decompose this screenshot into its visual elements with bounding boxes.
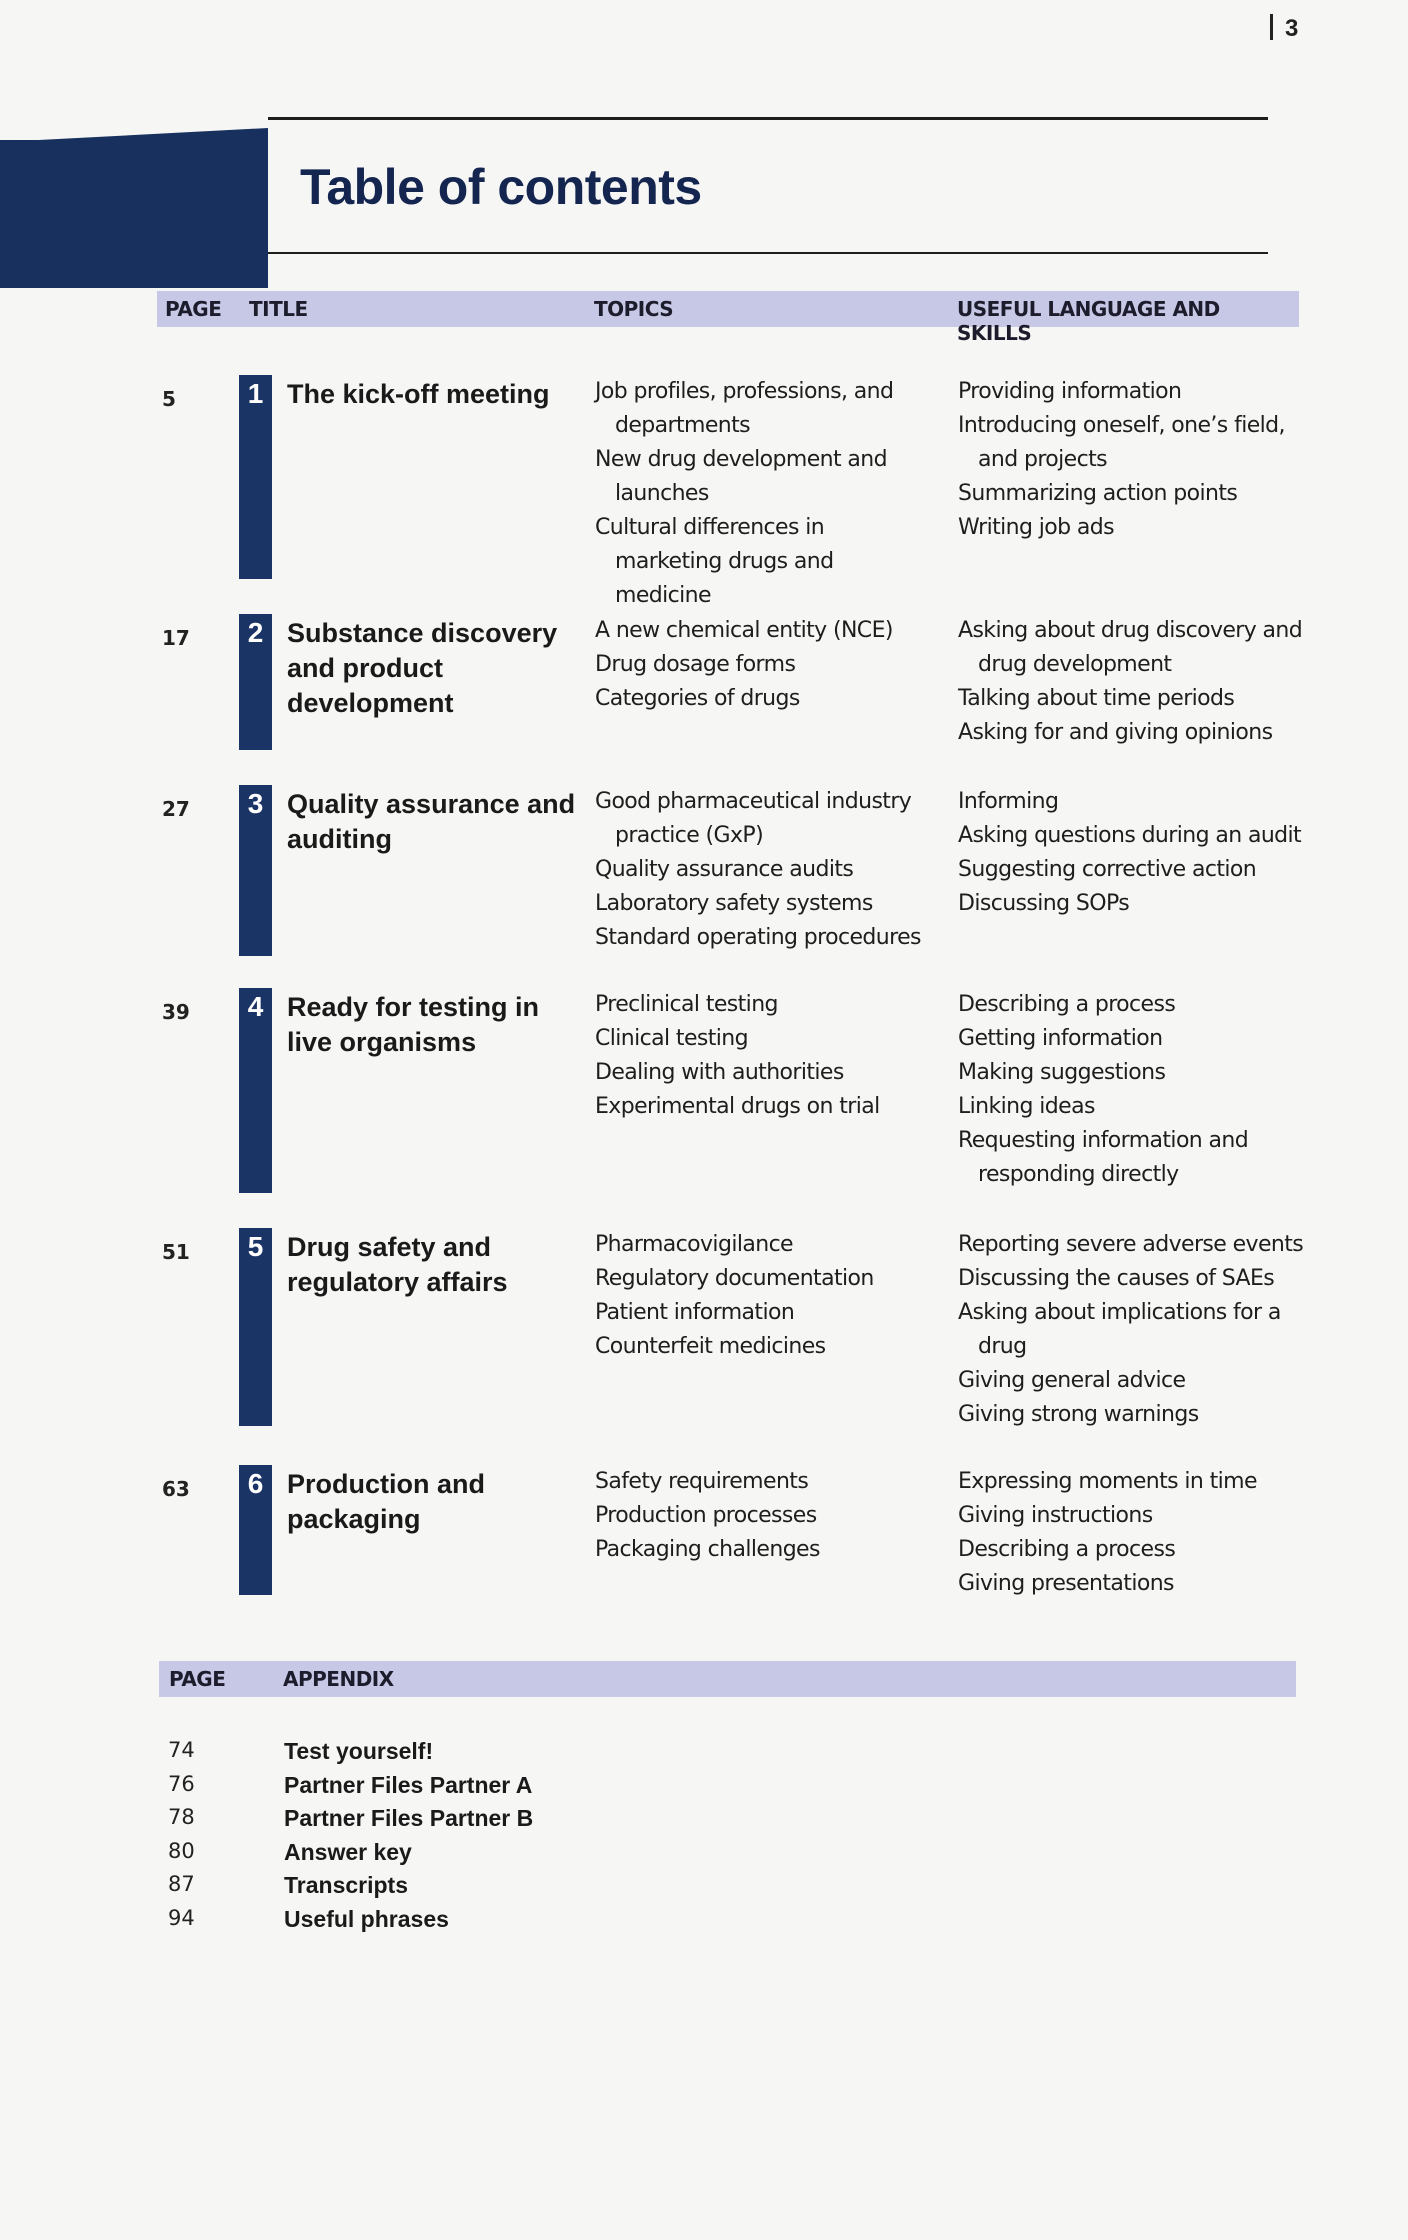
unit-topics xyxy=(595,375,935,613)
topic-item: Counterfeit medicines xyxy=(595,1334,826,1359)
title-banner-block xyxy=(0,140,268,288)
appendix-page: 78 xyxy=(168,1805,195,1829)
appendix-title[interactable]: Useful phrases xyxy=(284,1905,449,1932)
skill-item: Asking for and giving opinions xyxy=(958,720,1273,745)
unit-number-tab xyxy=(239,614,272,750)
unit-number: 1 xyxy=(247,378,264,409)
appendix-item[interactable] xyxy=(0,1872,1408,1906)
appendix-item[interactable] xyxy=(0,1839,1408,1873)
appendix-title[interactable]: Transcripts xyxy=(284,1872,408,1898)
appendix-page: 74 xyxy=(168,1738,195,1762)
topic-item: Clinical testing xyxy=(595,1026,748,1051)
appendix-title[interactable]: Partner Files Partner A xyxy=(284,1771,533,1798)
unit-number-tab xyxy=(239,375,272,579)
topic-item: Packaging challenges xyxy=(595,1537,820,1562)
unit-topics xyxy=(595,1465,935,1567)
appendix-page: 80 xyxy=(168,1838,195,1863)
appendix-header-title: APPENDIX xyxy=(283,1667,394,1691)
contents-header-bar xyxy=(157,291,1299,345)
header-skills: USEFUL LANGUAGE AND SKILLS xyxy=(957,297,1220,345)
unit-page: 51 xyxy=(162,1240,190,1264)
skill-item: Making suggestions xyxy=(958,1060,1166,1085)
skill-item: Suggesting corrective action xyxy=(958,857,1257,882)
appendix-item[interactable] xyxy=(0,1805,1408,1839)
topic-item: Cultural differences in marketing drugs and medicine xyxy=(595,515,834,608)
skill-item: Asking questions during an audit xyxy=(958,823,1302,848)
page-number: 3 xyxy=(1270,14,1298,43)
skill-item: Discussing the causes of SAEs xyxy=(958,1266,1275,1291)
topic-item: Preclinical testing xyxy=(595,992,778,1017)
topic-item: Experimental drugs on trial xyxy=(595,1094,880,1119)
appendix-item[interactable] xyxy=(0,1906,1408,1940)
unit-skills xyxy=(958,1228,1308,1432)
topic-item: Production processes xyxy=(595,1503,817,1528)
appendix-page: 94 xyxy=(168,1905,195,1930)
topic-item: Categories of drugs xyxy=(595,686,800,711)
skill-item: Describing a process xyxy=(958,992,1176,1017)
unit-number-tab xyxy=(239,1465,272,1595)
skill-item: Talking about time periods xyxy=(958,686,1235,711)
skill-item: Giving presentations xyxy=(958,1571,1174,1596)
unit-title[interactable]: Drug safety and regulatory affairs xyxy=(287,1232,508,1297)
skill-item: Writing job ads xyxy=(958,515,1115,540)
unit-title[interactable]: Production and packaging xyxy=(287,1469,485,1534)
skill-item: Providing information xyxy=(958,379,1182,404)
appendix-title[interactable]: Test yourself! xyxy=(284,1738,434,1764)
skill-item: Giving instructions xyxy=(958,1503,1153,1528)
skill-item: Asking about implications for a drug xyxy=(958,1300,1281,1359)
header-topics: TOPICS xyxy=(594,297,674,321)
appendix-page: 87 xyxy=(168,1872,195,1896)
unit-number: 4 xyxy=(247,991,264,1022)
unit-skills xyxy=(958,1465,1308,1601)
topic-item: Standard operating procedures xyxy=(595,925,921,950)
unit-page: 63 xyxy=(162,1477,190,1501)
unit-page: 5 xyxy=(162,387,176,411)
skill-item: Getting information xyxy=(958,1026,1163,1051)
topic-item: Dealing with authorities xyxy=(595,1060,844,1085)
skill-item: Reporting severe adverse events xyxy=(958,1232,1304,1257)
skill-item: Discussing SOPs xyxy=(958,891,1130,916)
appendix-header-bar xyxy=(159,1661,1296,1697)
unit-skills xyxy=(958,614,1308,750)
unit-title[interactable]: Substance discovery and product development xyxy=(287,618,558,718)
topic-item: Pharmacovigilance xyxy=(595,1232,793,1257)
unit-number-tab xyxy=(239,785,272,956)
unit-page: 27 xyxy=(162,797,190,821)
header-title: TITLE xyxy=(249,297,308,321)
unit-page: 39 xyxy=(162,1000,190,1024)
unit-skills xyxy=(958,375,1308,545)
topic-item: Regulatory documentation xyxy=(595,1266,874,1291)
unit-skills xyxy=(958,785,1308,921)
topic-item: Laboratory safety systems xyxy=(595,891,873,916)
unit-topics xyxy=(595,1228,935,1364)
unit-topics xyxy=(595,785,935,955)
page-title: Table of contents xyxy=(300,159,702,215)
unit-topics xyxy=(595,988,935,1124)
unit-number-tab xyxy=(239,1228,272,1426)
unit-title[interactable]: Quality assurance and auditing xyxy=(287,789,576,854)
topic-item: Job profiles, professions, and departments xyxy=(595,379,894,438)
unit-page: 17 xyxy=(162,626,190,650)
topic-item: New drug development and launches xyxy=(595,447,887,506)
topic-item: Drug dosage forms xyxy=(595,652,796,677)
topic-item: Quality assurance audits xyxy=(595,857,854,882)
unit-number-tab xyxy=(239,988,272,1193)
skill-item: Describing a process xyxy=(958,1537,1176,1562)
unit-title[interactable]: Ready for testing in live organisms xyxy=(287,992,540,1057)
unit-number: 2 xyxy=(247,617,264,648)
appendix-item[interactable] xyxy=(0,1772,1408,1806)
skill-item: Summarizing action points xyxy=(958,481,1238,506)
skill-item: Expressing moments in time xyxy=(958,1469,1257,1494)
appendix-title[interactable]: Partner Files Partner B xyxy=(284,1805,534,1831)
topic-item: Safety requirements xyxy=(595,1469,809,1494)
topic-item: Good pharmaceutical industry practice (GxP) xyxy=(595,789,912,848)
unit-number: 6 xyxy=(247,1468,264,1499)
skill-item: Introducing oneself, one’s field, and projects xyxy=(958,413,1285,472)
skill-item: Informing xyxy=(958,789,1059,814)
title-rule-bottom xyxy=(268,252,1268,254)
unit-topics xyxy=(595,614,935,716)
title-rule-top xyxy=(268,117,1268,120)
appendix-page: 76 xyxy=(168,1771,195,1796)
header-page: PAGE xyxy=(165,297,222,321)
unit-skills xyxy=(958,988,1308,1192)
skill-item: Requesting information and responding directly xyxy=(958,1128,1249,1187)
appendix-title[interactable]: Answer key xyxy=(284,1838,412,1865)
appendix-header-page: PAGE xyxy=(169,1667,226,1691)
unit-title[interactable]: The kick-off meeting xyxy=(287,379,550,409)
appendix-item[interactable] xyxy=(0,1738,1408,1772)
appendix-list xyxy=(0,1738,1408,1939)
topic-item: A new chemical entity (NCE) xyxy=(595,618,893,643)
topic-item: Patient information xyxy=(595,1300,795,1325)
skill-item: Giving strong warnings xyxy=(958,1402,1199,1427)
unit-number: 5 xyxy=(247,1231,264,1262)
unit-number: 3 xyxy=(247,788,264,819)
skill-item: Linking ideas xyxy=(958,1094,1095,1119)
skill-item: Asking about drug discovery and drug development xyxy=(958,618,1303,677)
skill-item: Giving general advice xyxy=(958,1368,1186,1393)
